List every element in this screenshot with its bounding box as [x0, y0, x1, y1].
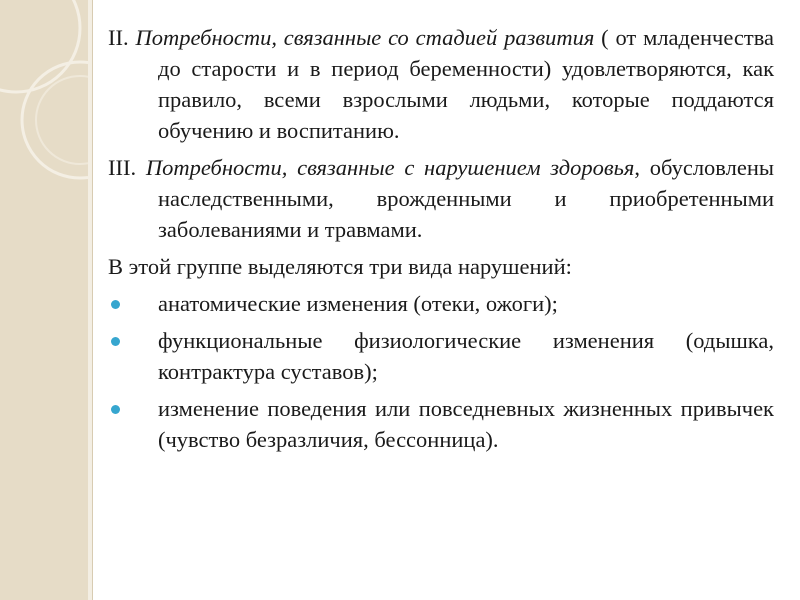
band-divider-line: [92, 0, 93, 600]
intro-line: В этой группе выделяются три вида нарушений:: [108, 254, 572, 279]
health-needs-text: , обусловлены наследственными, врожденными и приобретенными заболеваниями и травмами.: [158, 155, 775, 242]
disorders-list: [108, 288, 774, 455]
bullet-dot-icon: [111, 405, 120, 414]
concentric-rings-icon: [0, 0, 88, 600]
list-item-text: анатомические изменения (отеки, ожоги);: [158, 291, 558, 316]
bullet-dot-icon: [111, 300, 120, 309]
bullet-dot-icon: [111, 337, 120, 346]
list-item-text: изменение поведения или повседневных жизненных привычек (чувство безразличия, бессонница).: [158, 396, 774, 452]
list-item-text: функциональные физиологические изменения (одышка, контрактура суставов);: [158, 328, 774, 384]
roman-numeral-iii: III.: [108, 155, 137, 180]
decorative-side-band: [0, 0, 88, 600]
list-item: [108, 288, 774, 319]
paragraph-health-needs: [108, 152, 774, 245]
heading-stage-needs: Потребности, связанные со стадией развития: [135, 25, 595, 50]
heading-health-needs: Потребности, связанные с нарушением здоровья: [145, 155, 635, 180]
paragraph-stage-needs: [108, 22, 774, 146]
stage-needs-text: ( от младенчества до старости и в период беременности) удовлетворяются, как правило, всеми взрослыми людьми, которые поддаются обучению и воспитанию.: [158, 25, 775, 143]
list-item: [108, 325, 774, 387]
roman-numeral-ii: II.: [108, 25, 129, 50]
list-item: [108, 393, 774, 455]
slide-content: [108, 22, 774, 461]
